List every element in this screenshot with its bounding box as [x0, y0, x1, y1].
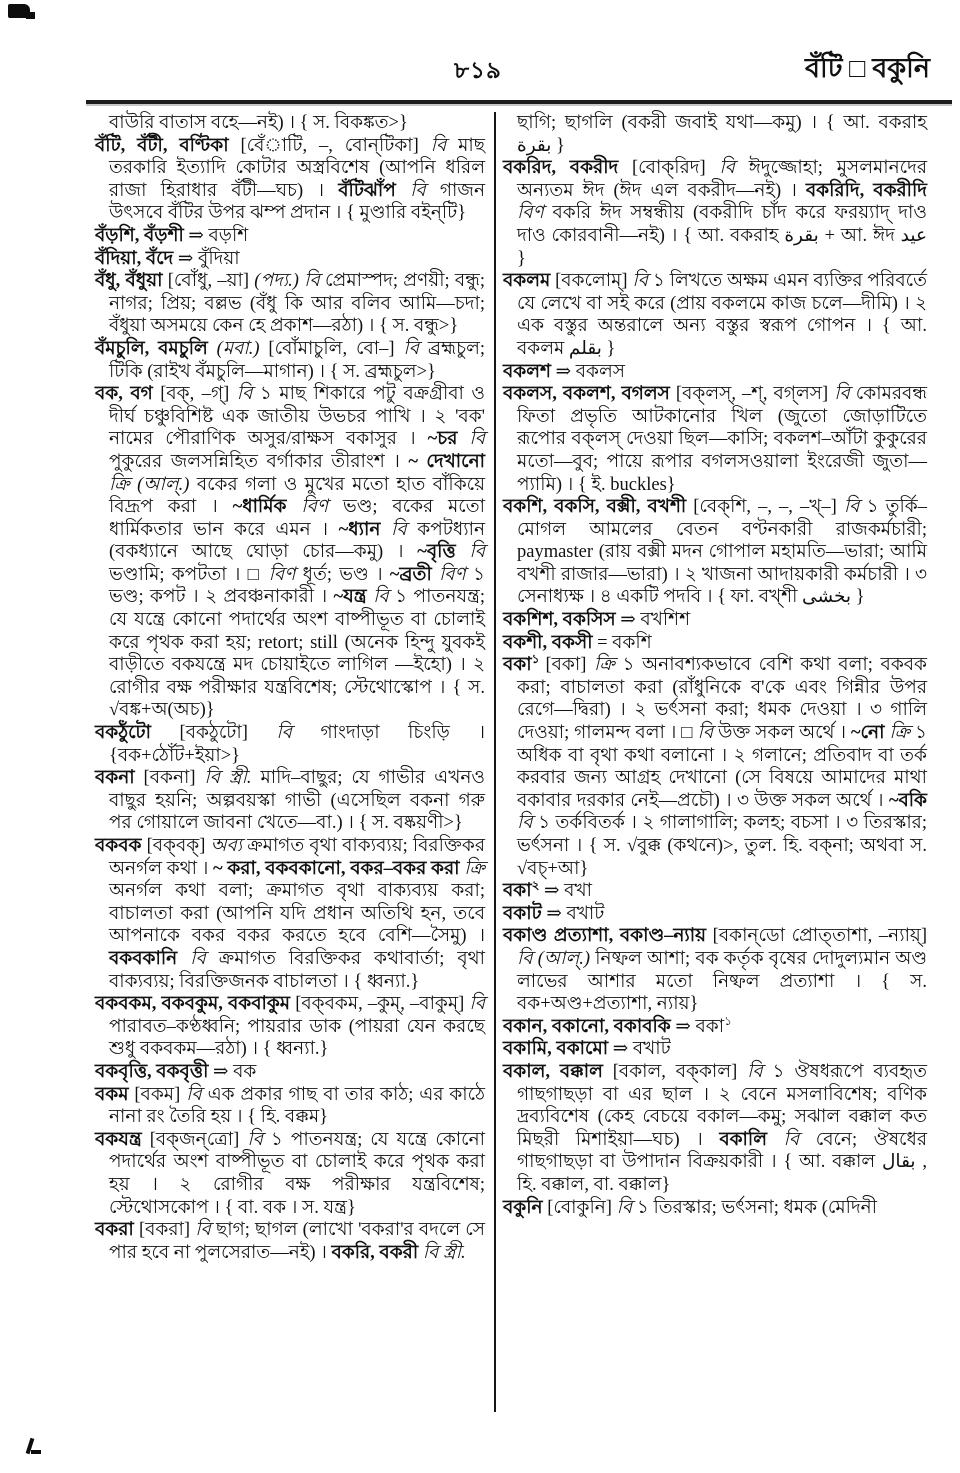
entry-text: ১ লিখতে অক্ষম এমন ব্যক্তির পরিবর্তে যে লেখে বা সই করে (প্রায় বকলমে কাজ চলে—দীমি) । ২ এক বস্তুর অন্তরালে অন্য বস্তুর স্বরূপ গোপন । { আ. বকলম بقلم }: [517, 271, 927, 359]
entry-text: [বকম]: [134, 1084, 187, 1105]
entry-text: বি: [276, 723, 321, 744]
dictionary-entry: [95, 338, 485, 383]
entry-text: ভণ্ডামি; কপটতা । □: [109, 564, 269, 585]
headword: বকাণ্ড প্রত্যাশা, বকাণ্ড–ন্যায়: [503, 926, 713, 947]
headword: বকনা: [95, 768, 144, 789]
entry-text: ক্রি: [464, 858, 485, 879]
dictionary-entry: [503, 1038, 927, 1061]
continuation-paragraph: [503, 112, 927, 157]
headword: বঁমচুলি, বমচুলি: [95, 338, 217, 359]
entry-text: বিণ: [268, 564, 303, 585]
headword: বক, বগ: [95, 384, 161, 405]
header-rule: [86, 100, 952, 104]
entry-text: ভণ্ড; বকের মতো ধার্মিকতার ভান করে এমন ।: [109, 497, 485, 540]
entry-text: [বক্‌জন্‌ত্রো]: [149, 1129, 248, 1150]
headword: ~নো: [850, 723, 890, 744]
headword: বকা: [503, 881, 532, 902]
entry-text: নিষ্ফল আশা; বক কর্তৃক বৃষের দোদুল্যমান অণ্ড লাভের আশার মতো নিষ্ফল প্রত্যাশা । { স. বক+অণ্ড+প্রত্যাশা, ন্যায়}: [517, 948, 928, 1015]
entry-text: [বোঁমাচুলি, বো–]: [268, 338, 404, 359]
dictionary-entry: [503, 496, 927, 609]
dictionary-entry: [503, 383, 927, 496]
entry-text: বি: [834, 384, 856, 405]
headword: বঁড়শি, বঁড়শী: [95, 225, 189, 246]
headword: বকা: [503, 655, 532, 676]
entry-text: কপটধ্যান (বকধ্যানে আছে ঘোড়া চোর—কমু) ।: [109, 519, 485, 563]
dictionary-entry: [503, 1061, 927, 1197]
headword: বঁদিয়া, বঁদে: [95, 248, 178, 269]
entry-text: [বোকুনি]: [547, 1197, 617, 1218]
entry-text: বকরি ঈদ সম্বন্ধীয় (বকরীদি চাঁদ করে ফরয়্যাদ্ দাও দাও কোরবানী—নই) । { আ. বকরাহ بقرة + আ. ঈদ عيد }: [517, 203, 927, 269]
headword: বকরিদি, বকরীদি: [805, 180, 927, 201]
entry-text: ১ মাছ শিকারে পটু বক্রগ্রীবা ও দীর্ঘ চঞ্চুবিশিষ্ট এক জাতীয় উভচর পাখি । ২ 'বক' নামের পৌরাণিক অসুর/রাক্ষস বকাসুর ।: [109, 384, 485, 450]
entry-text: বাউরি বাতাস বহে—নই) । { স. বিকঙ্কত>}: [109, 113, 408, 133]
entry-text: ছাগ; ছাগল (লাখো 'বকরা'র বদলে সে পার হবে না পুলসেরাত—নই) ।: [109, 1220, 486, 1263]
entry-text: কোমরবন্ধ ফিতা প্রভৃতি আটকানোর খিল (জুতো জোড়াটিতে রূপোর বক্‌লস্ দেওয়া ছিল—কাসি; বকলশ–আঁটা কুকুরের মতো—বুব; পায়ে রূপার বগলসওয়ালা ইংরেজী জুতা—প্যামি) । { ই. buckles}: [517, 384, 928, 495]
dictionary-entry: [503, 157, 927, 270]
headword: বকামি, বকামো: [503, 1039, 613, 1060]
entry-text: বি: [247, 1129, 271, 1150]
entry-text: মাছ তরকারি ইত্যাদি কোটার অস্ত্রবিশেষ (আপনি ধরিল রাজা হিরাধার বঁটী—ঘচ) ।: [109, 135, 485, 201]
entry-text: বি (আল্.): [517, 948, 596, 969]
dictionary-entry: [503, 903, 927, 926]
dictionary-entry: [503, 361, 927, 384]
dictionary-entry: [95, 225, 485, 248]
entry-text: [বেঁাটি, –, বোন্‌টিকা]: [240, 135, 431, 156]
entry-text: [বকঠুটো]: [179, 723, 277, 744]
headword: ~ধার্মিক: [232, 497, 302, 518]
entry-text: বি: [783, 1129, 816, 1150]
entry-text: উক্ত সকল অর্থে ।: [718, 723, 851, 744]
entry-text: এক প্রকার গাছ বা তার কাঠ; এর কাঠে নানা রং তৈরি হয় । { হি. বক্কম}: [109, 1084, 485, 1128]
headword: ~চর: [427, 429, 470, 450]
entry-text: পারাবত–কণ্ঠধ্বনি; পায়রার ডাক (পায়রা যেন করছে শুধু বকবকম—রঠা) । { ধ্বন্যা.}: [109, 1016, 485, 1060]
entry-text: ⇒ বক: [213, 1061, 257, 1082]
headword: বকরি, বকরী: [331, 1242, 423, 1263]
dictionary-entry: [95, 1084, 485, 1129]
entry-text: ⇒ বখাট: [612, 1039, 671, 1060]
headword: ~যন্ত্র: [333, 587, 374, 608]
entry-text: ক্রি: [594, 655, 623, 676]
entry-text: ক্রি: [889, 723, 915, 744]
dictionary-entry: [95, 993, 485, 1061]
headword: ~বৃত্তি: [417, 542, 470, 563]
dictionary-entry: [503, 654, 927, 880]
entry-text: বি: [469, 429, 485, 450]
entry-text: ⇒ বখা: [539, 881, 592, 902]
entry-text: ক্রমাগত বৃথা বাক্যব্যয়; বিরক্তিকর অনর্গল কথা ।: [109, 836, 485, 879]
entry-text: বিণ: [301, 497, 343, 518]
entry-text: বি: [697, 723, 719, 744]
entry-text: ১ তুর্কি–মোগল আমলের বেতন বণ্টনকারী রাজকর্মচারী; paymaster (রায় বক্সী মদন গোপাল মহামতি—ভারা; আমি বখশী রাজার—ভারা) । ২ খাজনা আদায়কারী কর্মচারী । ৩ সেনাধ্যক্ষ । ৪ একটি পদবি । { ফা. বখ্‌শী بخشى }: [517, 497, 928, 608]
headword: বকশী, বকসী: [503, 632, 598, 653]
headword: বকবৃত্তি, বকবৃত্তী: [95, 1061, 213, 1082]
entry-text: বি: [747, 1061, 773, 1082]
entry-text: বি: [517, 813, 539, 834]
entry-text: বেনে; ঔষধের গাছগাছড়া বা উপাদান বিক্রয়কারী । { আ. বক্কাল بقال , হি. বক্কাল, বা. বক্কাল}: [517, 1129, 928, 1195]
headword: বকালি: [719, 1129, 784, 1150]
headword: বকুনি: [503, 1197, 548, 1218]
dictionary-entry: [95, 248, 485, 271]
entry-text: বিণ: [438, 564, 473, 585]
headword: বকযন্ত্র: [95, 1129, 150, 1150]
running-head-words: বঁটি □ বকুনি: [804, 53, 930, 83]
entry-text: ⇒ বকা: [675, 1016, 725, 1037]
headword: বঁটি, বঁটী, বণ্টিকা: [95, 135, 241, 156]
headword: ~বকি: [888, 790, 927, 811]
dictionary-entry: [95, 383, 485, 722]
entry-text: [বকান্‌ডো প্রোত্‌তাশা, –ন্যায়্]: [712, 926, 927, 947]
entry-text: বি: [410, 180, 440, 201]
headword: ~ দেখানো: [408, 451, 485, 472]
headword: বকবকানি: [109, 948, 191, 969]
entry-text: ধূর্ত; ভণ্ড ।: [302, 564, 390, 585]
column-left: [95, 112, 485, 1264]
entry-text: (মবা.): [216, 338, 269, 359]
column-right: [503, 112, 927, 1219]
dictionary-entry: [503, 632, 927, 655]
headword: ১: [531, 652, 546, 667]
column-divider: [494, 112, 496, 1412]
headword: বকাট: [503, 903, 547, 924]
entry-text: ঈদুজ্জোহা; মুসলমানদের অন্যতম ঈদ (ঈদ এল বকরীদ—নই) ।: [517, 158, 927, 201]
entry-text: = বকশি: [597, 632, 652, 653]
dictionary-entry: [95, 722, 485, 767]
headword: বঁধু, বঁধুয়া: [95, 271, 168, 292]
dictionary-entry: [95, 270, 485, 338]
entry-text: ব্রহ্মচুল; টিকি (রাইখ বঁমচুলি—মাগান) । { স. ব্রহ্মচুল>}: [109, 338, 486, 382]
entry-text: ১ ভণ্ড; কপট । ২ প্রবঞ্চনাকারী ।: [109, 564, 485, 608]
headword: ২: [531, 878, 540, 893]
headword: ~ করা, বকবকানো, বকর–বকর করা: [213, 858, 465, 879]
scan-artifact: [26, 12, 35, 19]
page-number: ৮১৯: [454, 58, 502, 83]
dictionary-entry: [95, 1129, 485, 1219]
entry-text: ১ তিরস্কার; ভর্ৎসনা; ধমক (মেদিনী: [636, 1197, 878, 1218]
dictionary-entry: [95, 835, 485, 993]
headword: বকশিশ, বকসিস: [503, 610, 621, 631]
dictionary-entry: [95, 767, 485, 835]
entry-text: বি: [236, 384, 260, 405]
entry-text: ⇒ বখাট: [546, 903, 605, 924]
entry-text: বি স্ত্রী.: [204, 768, 261, 789]
entry-text: বি: [469, 542, 485, 563]
entry-text: ⇒ বুঁদিয়া: [177, 248, 240, 269]
headword: বকঠুঁটো: [95, 723, 180, 744]
entry-text: বি: [843, 497, 867, 518]
headword: বকম: [95, 1084, 135, 1105]
entry-text: ১ পাতনযন্ত্র; যে যন্ত্রে কোনো পদার্থের অংশ বাষ্পীভূত বা চোলাই করে পৃথক করা হয়; retort; still (অনেক হিন্দু যুবকই বাড়ীতে বকযন্ত্রে মদ চোয়াইতে লাগিল —ইহো) । ২ রোগীর বক্ষ পরীক্ষার যন্ত্রবিশেষ; স্টেথোস্কোপ । { স. √বঙ্ক+অ(অচ)}: [109, 587, 486, 721]
entry-text: অনর্গল কথা বলা; ক্রমাগত বৃথা বাক্যব্যয় করা; বাচালতা করা (আপনি যদি প্রধান অতিথি হন, তবে আপনাকে বকর বকর করতে হবে বেশি—সৈমু) ।: [109, 881, 485, 947]
entry-text: বি: [632, 271, 653, 292]
headword: বকলম: [503, 271, 556, 292]
headword: বকরা: [95, 1220, 139, 1241]
entry-text: বি: [190, 948, 219, 969]
entry-text: বি: [403, 338, 428, 359]
entry-text: [বকা]: [545, 655, 595, 676]
entry-text: বি: [195, 1220, 216, 1241]
entry-text: ক্রমাগত বিরক্তিকর কথাবার্তা; বৃথা বাক্যব্যয়; বিরক্তিজনক বাচালতা । { ধ্বন্যা.}: [109, 948, 485, 992]
entry-text: [বোঁধু, –য়া]: [167, 271, 255, 292]
dictionary-entry: [95, 1061, 485, 1084]
entry-text: বি: [719, 158, 749, 179]
entry-text: [বকাল, বক্‌কাল]: [612, 1061, 748, 1082]
entry-text: ⇒ বখশিশ: [620, 610, 691, 631]
headword: বকবকম, বকবকুম, বকবাকুম: [95, 994, 296, 1015]
headword: ~ব্রতী: [389, 564, 439, 585]
continuation-paragraph: [95, 112, 485, 135]
entry-text: ১: [724, 1013, 732, 1028]
dictionary-entry: [503, 270, 927, 360]
headword: বকবক: [95, 836, 147, 856]
entry-text: [বকনা]: [143, 768, 205, 789]
entry-text: [বকরা]: [138, 1220, 196, 1241]
entry-text: [বক্‌বক্]: [146, 836, 211, 856]
entry-text: ⇒ বড়শি: [188, 225, 249, 246]
entry-text: [বোক্‌রিদ]: [632, 158, 720, 179]
dictionary-entry: [95, 135, 485, 225]
entry-text: বি: [430, 135, 459, 156]
entry-text: অব্য: [210, 836, 248, 856]
entry-text: বিণ: [517, 203, 553, 224]
dictionary-entry: [503, 609, 927, 632]
dictionary-entry: [95, 1219, 485, 1264]
headword: বকলস, বকলশ, বগলস: [503, 384, 676, 405]
entry-text: ১ পাতনযন্ত্র; যে যন্ত্রে কোনো পদার্থের অংশ বাষ্পীভূত বা চোলাই করে পৃথক করা হয় । ২ রোগীর বক্ষ পরীক্ষার যন্ত্রবিশেষ; স্টেথোসকোপ । { বা. বক । স. যন্ত্র}: [109, 1129, 485, 1218]
entry-text: (পদ্য.) বি: [254, 271, 326, 292]
entry-text: বি: [373, 587, 396, 608]
entry-text: গাংদাড়া চিংড়ি । {বক+ঠোঁট+ইয়া>}: [109, 723, 486, 766]
entry-text: [বকলোম্]: [555, 271, 633, 292]
entry-text: গাজন উৎসবে বঁটির উপর ঝম্প প্রদান । { মুণ্ডারি বইন্‌টি}: [109, 180, 486, 224]
entry-text: ১ অধিক বা বৃথা কথা বলানো । ২ গলানে; প্রতিবাদ বা তর্ক করবার জন্য আগ্রহ দেখানো (সে বিষয়ে আমাদের মাথা বকাবার দরকার নেই—প্রচৌ) । ৩ উক্ত সকল অর্থে ।: [517, 723, 928, 811]
entry-text: বি স্ত্রী.: [422, 1242, 466, 1263]
headword: বঁটিঝাঁপ: [338, 180, 411, 201]
entry-text: প্রেমাস্পদ; প্রণয়ী; বন্ধু; নাগর; প্রিয়; বল্লভ (বঁধু কি আর বলিব আমি—চদা; বঁধুয়া অসময়ে কেন হে প্রকাশ—রঠা) । { স. বন্ধু>}: [109, 271, 485, 337]
headword: বকশি, বকসি, বক্সী, বখশী: [503, 497, 694, 518]
entry-text: ক্রি (আল্.): [109, 474, 197, 495]
headword: ~ধ্যান: [338, 519, 392, 540]
entry-text: পুকুরের জলসন্নিহিত বর্গাকার তীরাংশ ।: [109, 451, 409, 472]
scan-artifact: [31, 1450, 41, 1454]
headword: বকরিদ, বকরীদ: [503, 158, 632, 179]
dictionary-entry: [503, 1197, 927, 1220]
entry-text: বি: [469, 994, 485, 1015]
entry-text: বকের গলা ও মুখের মতো হাত বাঁকিয়ে বিদ্রূপ করা ।: [109, 474, 485, 518]
entry-text: ছাগি; ছাগলি (বকরী জবাই যথা—কমু) । { আ. বকরাহ بقرة }: [517, 113, 927, 156]
text-columns: [95, 112, 927, 1412]
entry-text: [বেক্‌শি, –, –, –খ্‌–]: [693, 497, 844, 518]
entry-text: ⇒ বকলস: [555, 361, 625, 382]
dictionary-entry: [503, 880, 927, 903]
entry-text: ১ অনাবশ্যকভাবে বেশি কথা বলা; বকবক করা; বাচালতা করা (রাঁধুনিকে ব'কে এবং গিন্নীর উপর রেগে—দ্বিরা) । ২ ভর্ৎসনা করা; ধমক দেওয়া । ৩ গালি দেওয়া; গালমন্দ বলা । □: [517, 655, 927, 744]
entry-text: [বক্‌বকম, –কুম্, –বাকুম্]: [295, 994, 470, 1015]
entry-text: বি: [391, 519, 418, 540]
dictionary-entry: [503, 1013, 927, 1039]
entry-text: বি: [616, 1197, 637, 1218]
dictionary-entry: [503, 925, 927, 1015]
running-head: [88, 52, 948, 94]
entry-text: [বক্‌লস্, –শ্, বগ্‌লস]: [675, 384, 835, 405]
headword: বকান, বকানো, বকাবকি: [503, 1016, 676, 1037]
entry-text: মাদি–বাছুর; যে গাভীর এখনও বাছুর হয়নি; অল্পবয়স্কা গাভী (এসেছিল বকনা গরু পর গোয়ালে জাবনা খেতে—বা.) । { স. বষ্কয়ণী>}: [109, 768, 486, 834]
headword: বকাল, বক্কাল: [503, 1061, 613, 1082]
entry-text: বি: [186, 1084, 208, 1105]
entry-text: [বক্, –গ্]: [160, 384, 237, 405]
entry-text: ১ ঔষধরূপে ব্যবহৃত গাছগাছড়া বা এর ছাল । ২ বেনে মসলাবিশেষ; বণিক দ্রব্যবিশেষ (কেহ বেচয়ে বকাল—কমু; সঝাল বক্কাল কত মিছরী মিশাইয়া—ঘচ) ।: [517, 1061, 928, 1150]
entry-text: ১ তর্কবিতর্ক । ২ গালাগালি; কলহ; বচসা । ৩ তিরস্কার; ভর্ৎসনা । { স. √বুক্ক (কথনে)>, তুল. হি. বক্‌না; অথবা স. √বচ্+আ}: [517, 813, 927, 879]
headword: বকলশ: [503, 361, 556, 382]
